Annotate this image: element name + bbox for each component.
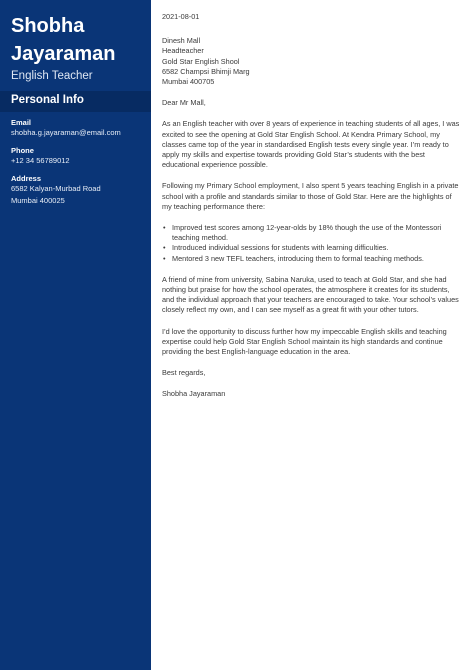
email-label: Email bbox=[11, 118, 32, 127]
recipient-title: Headteacher bbox=[162, 46, 204, 56]
paragraph-closing-pitch: I’d love the opportunity to discuss further how my impeccable English skills and teaching expertise could help Gold Star English School maintain its high standards and continue providing the best English-language education in the area. bbox=[162, 326, 447, 357]
address-label: Address bbox=[11, 174, 42, 183]
phone-label: Phone bbox=[11, 146, 34, 155]
recipient-street: 6582 Champsi Bhimji Marg bbox=[162, 66, 250, 76]
salutation: Dear Mr Mall, bbox=[162, 98, 206, 108]
highlight-text: • Improved test scores among 12-year-olds by 18% though the use of the Montessori teaching method. bbox=[172, 223, 442, 243]
address-line-2: Mumbai 400025 bbox=[11, 196, 65, 205]
highlight-text: • Introduced individual sessions for students with learning difficulties. bbox=[172, 243, 389, 253]
paragraph-experience: Following my Primary School employment, I also spent 5 years teaching English in a private school with a profile and standards similar to those of Gold Star. Here are the highlights of my teaching performance there: bbox=[162, 181, 459, 211]
personal-info-title: Personal Info bbox=[11, 94, 84, 106]
recipient-school: Gold Star English Shool bbox=[162, 56, 240, 66]
cover-letter-body bbox=[162, 12, 462, 400]
job-title: English Teacher bbox=[11, 70, 93, 82]
closing-phrase: Best regards, bbox=[162, 368, 206, 378]
paragraph-intro: As an English teacher with over 8 years of experience in teaching students of all ages, I was excited to see the opening at Gold Star English School. At Kendra Primary School, my classes came top of the year in standardised English tests every single year. I’m ready to apply my skills and expertise towards providing Gold Star’s students with the best educational experience possible. bbox=[162, 119, 460, 170]
list-item bbox=[162, 223, 462, 243]
highlight-text: • Mentored 3 new TEFL teachers, introducing them to formal teaching methods. bbox=[172, 253, 424, 263]
address-line-1: 6582 Kalyan-Murbad Road bbox=[11, 184, 101, 193]
recipient-name: Dinesh Mall bbox=[162, 36, 201, 46]
recipient-block bbox=[162, 36, 462, 87]
highlights-list bbox=[162, 223, 462, 264]
list-item bbox=[162, 243, 462, 253]
phone-value[interactable]: +12 34 56789012 bbox=[11, 156, 70, 165]
paragraph-reference: A friend of mine from university, Sabina Naruka, used to teach at Gold Star, and she had nothing but praise for how the school operates, the atmosphere it creates for its students, and the individual approach that your teachers are encouraged to take. Your school’s values closely reflect my own, and I can see myself as a great fit with your other tutors. bbox=[162, 274, 459, 315]
sidebar bbox=[0, 0, 151, 670]
recipient-city: Mumbai 400705 bbox=[162, 77, 215, 87]
email-value[interactable]: shobha.g.jayaraman@email.com bbox=[11, 128, 121, 137]
signature-name: Shobha Jayaraman bbox=[162, 389, 226, 399]
candidate-name: Shobha Jayaraman bbox=[11, 15, 116, 65]
list-item bbox=[162, 254, 462, 264]
personal-info-header bbox=[0, 91, 151, 112]
letter-date: 2021-08-01 bbox=[162, 12, 200, 21]
